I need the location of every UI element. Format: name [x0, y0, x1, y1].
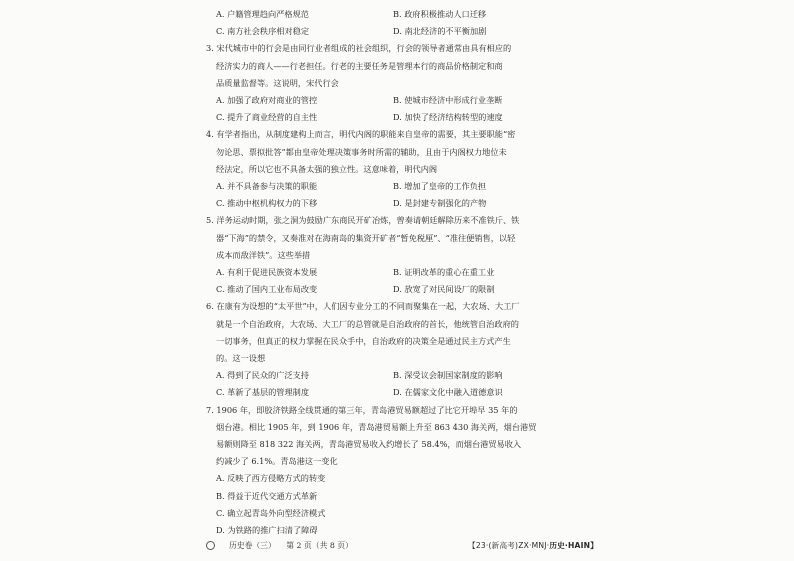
footer-page-number: 第 2 页（共 8 页） [286, 541, 353, 550]
footer-code-prefix: 【23·(新高考)ZX·MNJ· [468, 541, 550, 550]
q3-option-c[interactable]: C. 提升了商业经营的自主性 [216, 112, 318, 123]
q3-option-d[interactable]: D. 加快了经济结构转型的速度 [393, 112, 503, 123]
q6-stem-line: 就是一个自治政府，大农场、大工厂的总管就是自治政府的首长，他统管自治政府的 [216, 318, 519, 329]
q5-option-a[interactable]: A. 有利于促进民族资本发展 [216, 267, 318, 278]
q7-stem-line: 约减少了 6.1%。青岛港这一变化 [216, 456, 338, 467]
q7-option-b[interactable]: B. 得益于近代交通方式革新 [216, 490, 318, 501]
question-7 [206, 402, 596, 540]
page-footer [206, 540, 598, 551]
q7-option-d[interactable]: D. 为铁路的推广扫清了障碍 [216, 525, 318, 536]
q6-options-row-2 [206, 384, 596, 401]
q3-option-a[interactable]: A. 加强了政府对商业的管控 [216, 95, 318, 106]
q4-option-d[interactable]: D. 是封建专制强化的产物 [393, 198, 487, 209]
q5-options-row-2 [206, 281, 596, 298]
q6-stem-line: 的。这一设想 [216, 353, 266, 364]
q7-stem-line: 烟台港。相比 1905 年，到 1906 年，青岛港贸易额上升至 863 430 海关两，烟台港贸 [216, 421, 537, 432]
q6-options-row-1 [206, 367, 596, 384]
question-content [206, 6, 596, 539]
footer-page-info [229, 540, 353, 551]
q2-options-row-1 [206, 6, 596, 23]
q6-option-a[interactable]: A. 得到了民众的广泛支持 [216, 370, 309, 381]
q2-option-a[interactable]: A. 户籍管理趋向严格规范 [216, 9, 309, 19]
q4-option-b[interactable]: B. 增加了皇帝的工作负担 [393, 181, 487, 192]
q6-option-d[interactable]: D. 在儒家文化中融入道德意识 [393, 387, 503, 398]
q5-stem-line: 5. 洋务运动时期，张之洞为鼓励广东商民开矿冶炼，曾奏请朝廷解除历来不准铁斤、铁 [206, 215, 520, 226]
q4-stem-line: 4. 有学者指出，从制度建构上而言，明代内阁的职能来自皇帝的需要，其主要职能“密 [206, 129, 516, 140]
q4-stem-line: 勿论思、票拟批答”都由皇帝处理决策事务时所需的辅助，且由于内阁权力地位未 [216, 146, 507, 157]
q3-stem-line: 3. 宋代城市中的行会是由同行业者组成的社会组织，行会的领导者通常由具有相应的 [206, 43, 512, 54]
q5-stem-line: 器“下海”的禁令，又奏准对在海南岛的集资开矿者“暂免税厘”、“准往便销售，以轻 [216, 232, 516, 243]
question-4 [206, 126, 596, 212]
q7-option-a[interactable]: A. 反映了西方侵略方式的转变 [216, 473, 326, 484]
q6-option-c[interactable]: C. 革新了基层的管理制度 [216, 387, 310, 398]
q5-option-c[interactable]: C. 推动了国内工业布局改变 [216, 284, 318, 295]
q3-options-row-1 [206, 92, 596, 109]
circle-mark-icon [206, 541, 215, 550]
q3-stem-line: 经济实力的商人——行老担任。行老的主要任务是管理本行的商品价格制定和商 [216, 60, 503, 71]
q2-option-c[interactable]: C. 南方社会秩序相对稳定 [216, 26, 310, 37]
q7-stem-line: 易额则降至 818 322 海关两，青岛港贸易收入约增长了 58.4%，而烟台港贸易收入 [216, 439, 522, 450]
q4-options-row-1 [206, 178, 596, 195]
q7-option-c[interactable]: C. 确立起青岛外向型经济模式 [216, 507, 326, 518]
q2-option-b[interactable]: B. 政府积极推动人口迁移 [393, 9, 487, 19]
question-3 [206, 40, 596, 126]
q4-stem-line: 经法定，所以它也不具备太强的独立性。这意味着，明代内阁 [216, 163, 438, 174]
q5-option-d[interactable]: D. 放宽了对民间设厂的限制 [393, 284, 495, 295]
question-6 [206, 298, 596, 401]
q3-stem-line: 品质量监督等。这说明，宋代行会 [216, 77, 339, 88]
q6-option-b[interactable]: B. 深受议会制国家制度的影响 [393, 370, 503, 381]
question-5 [206, 212, 596, 298]
q4-option-c[interactable]: C. 推动中枢机构权力的下移 [216, 198, 318, 209]
q7-stem-line: 7. 1906 年，即胶济铁路全线贯通的第三年，青岛港贸易额超过了比它开埠早 35 年的 [206, 404, 518, 415]
q3-option-b[interactable]: B. 使城市经济中形成行业垄断 [393, 95, 503, 106]
q4-options-row-2 [206, 195, 596, 212]
q2-options-row-2 [206, 23, 596, 40]
footer-exam-code [468, 540, 598, 551]
q5-options-row-1 [206, 264, 596, 281]
q5-stem-line: 成本而敌洋铁”。这些举措 [216, 249, 311, 260]
q3-options-row-2 [206, 109, 596, 126]
q6-stem-line: 一切事务，但真正的权力掌握在民众手中，自治政府的决策全是通过民主方式产生 [216, 335, 511, 346]
q6-stem-line: 6. 在康有为设想的“太平世”中，人们因专业分工的不同而聚集在一起，大农场、大工厂 [206, 301, 520, 312]
q5-option-b[interactable]: B. 证明改革的重心在重工业 [393, 267, 495, 278]
q4-option-a[interactable]: A. 并不具备参与决策的职能 [216, 181, 318, 192]
q2-option-d[interactable]: D. 南北经济的不平衡加剧 [393, 26, 487, 37]
footer-exam-title: 历史卷（三） [229, 541, 276, 550]
footer-code-subject: 历史·HAIN】 [549, 541, 598, 550]
